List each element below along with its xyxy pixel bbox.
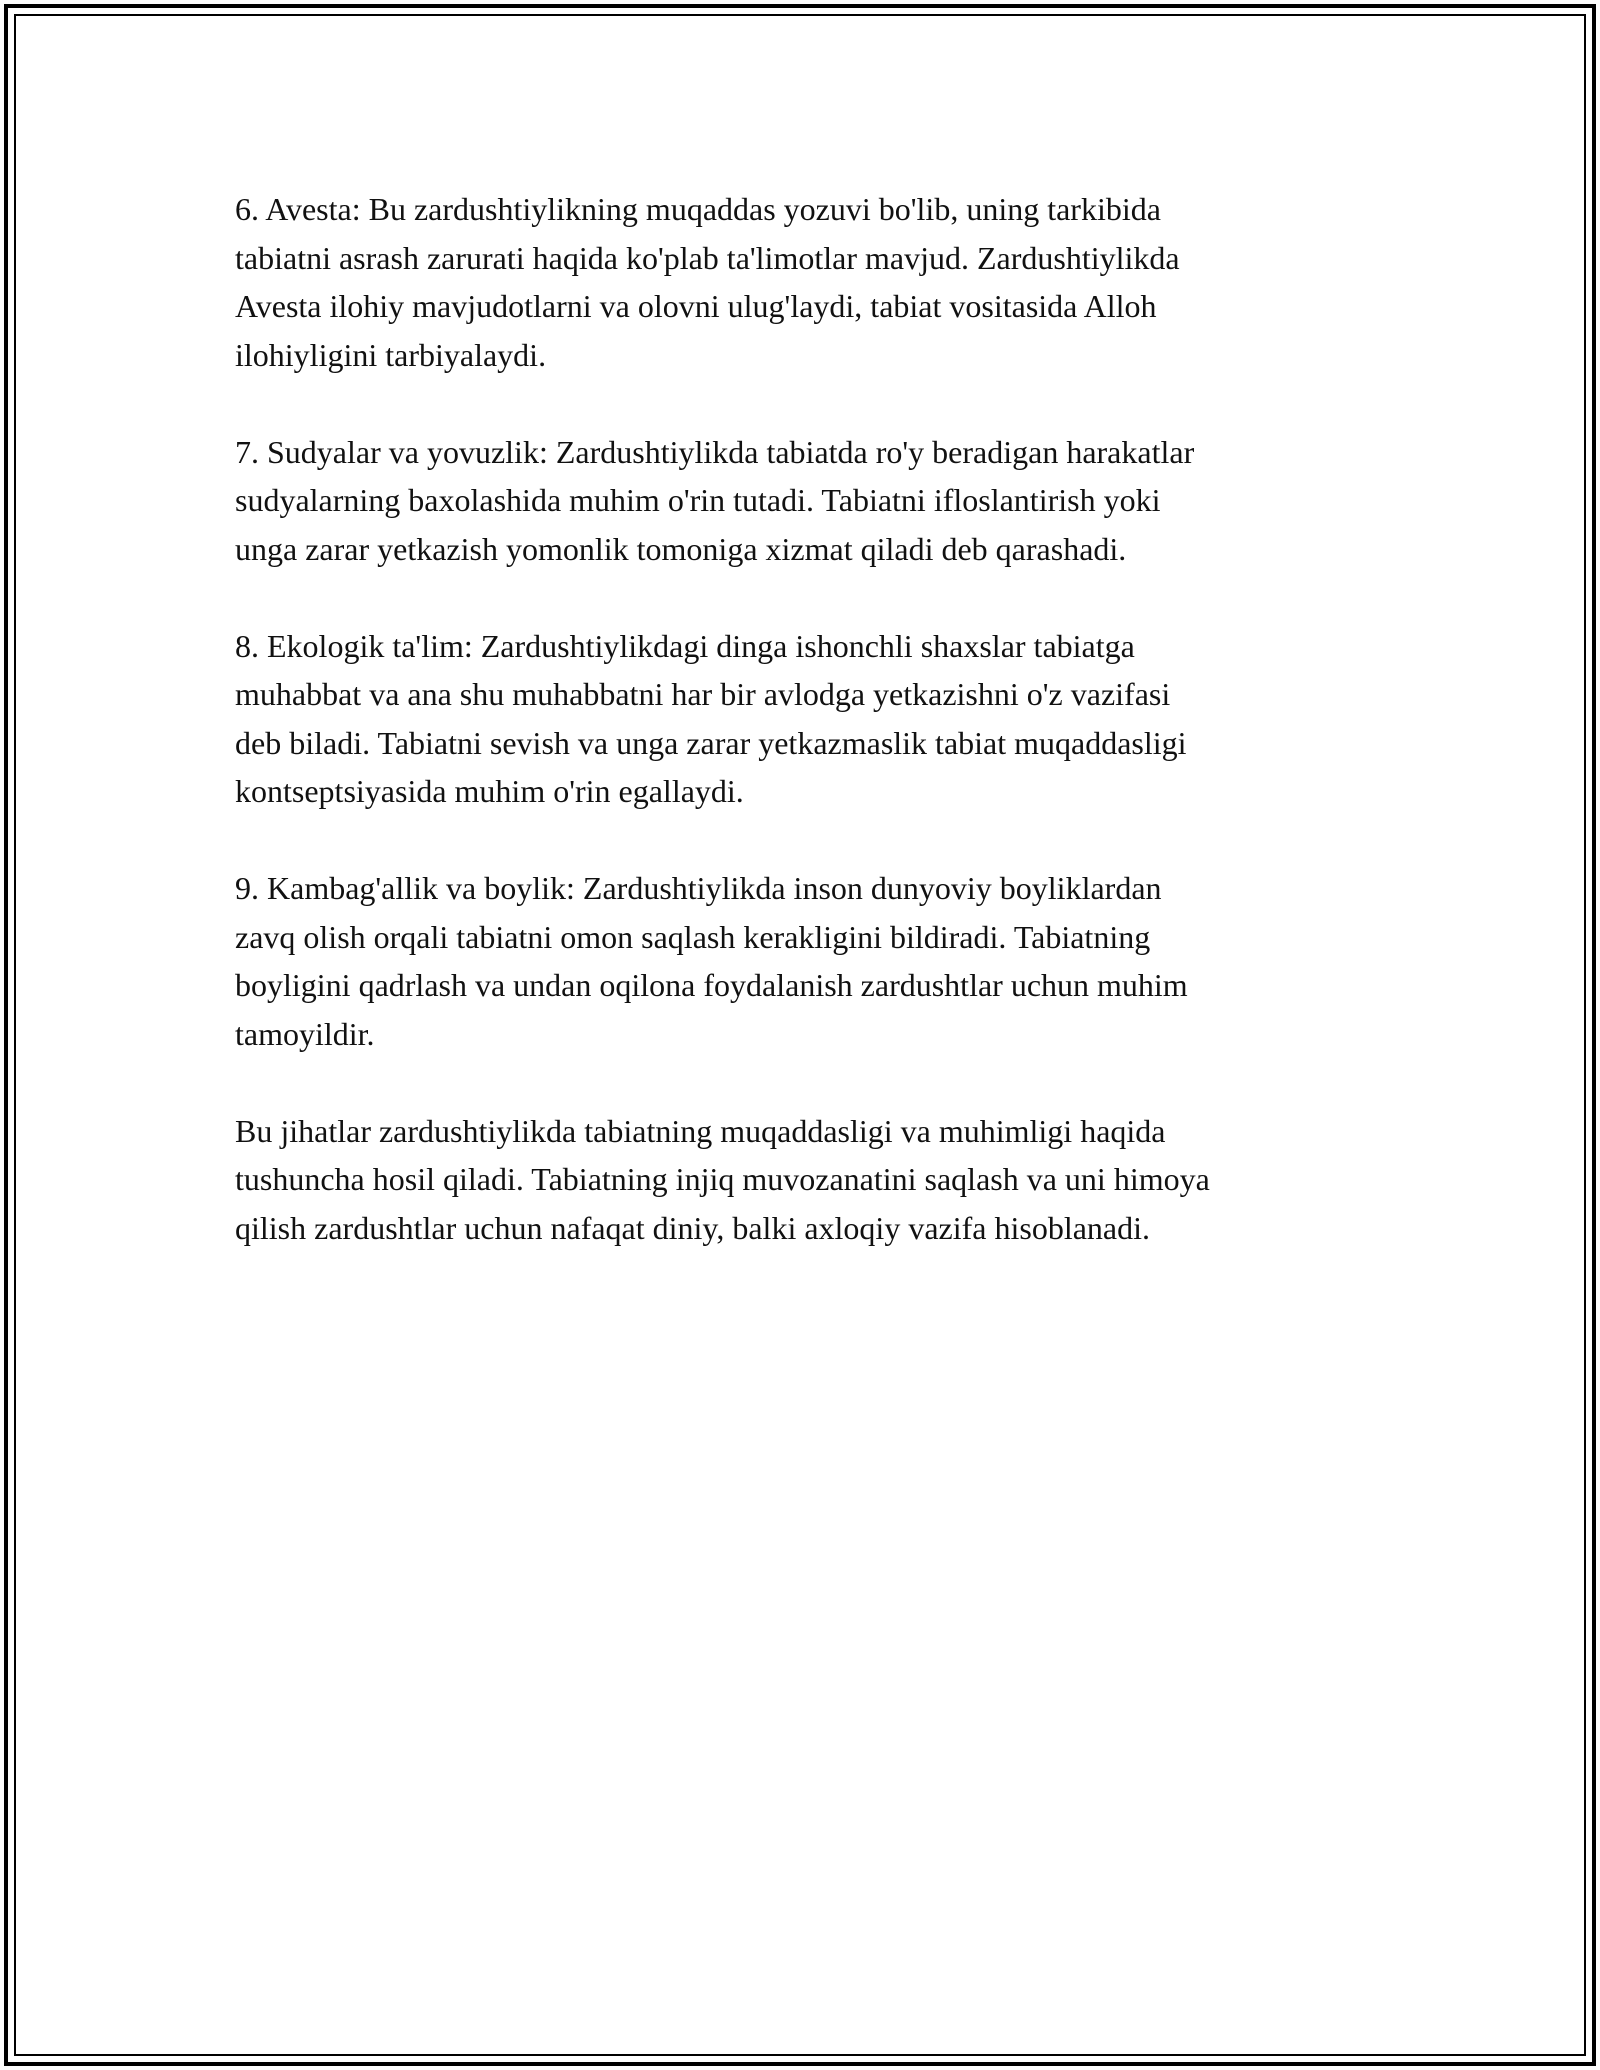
paragraph-sudyalar: 7. Sudyalar va yovuzlik: Zardushtiylikda tabiatda ro'y beradigan harakatlar sudyalarning baxolashida muhim o'rin tutadi. Tabiatni ifloslantirish yoki unga zarar yetkazish yomonlik tomoniga xizmat qiladi deb qarashadi.	[235, 433, 1195, 567]
paragraph-ekologik-talim: 8. Ekologik ta'lim: Zardushtiylikdagi dinga ishonchli shaxslar tabiatga muhabbat va ana shu muhabbatni har bir avlodga yetkazishni o'z vazifasi deb biladi. Tabiatni sevish va unga zarar yetkazmaslik tabiat muqaddasligi kontseptsiyasida muhim o'rin egallaydi.	[235, 627, 1187, 809]
paragraph-avesta: 6. Avesta: Bu zardushtiylikning muqaddas yozuvi bo'lib, uning tarkibida tabiatni asrash zarurati haqida ko'plab ta'limotlar mavjud. Zardushtiylikda Avesta ilohiy mavjudotlarni va olovni ulug'laydi, tabiat vositasida Alloh ilohiyligini tarbiyalaydi.	[235, 191, 1180, 373]
paragraph-conclusion: Bu jihatlar zardushtiylikda tabiatning muqaddasligi va muhimligi haqida tushuncha hosil qiladi. Tabiatning injiq muvozanatini saqlash va uni himoya qilish zardushtlar uchun nafaqat diniy, balki axloqiy vazifa hisoblanadi.	[235, 1112, 1210, 1246]
document-body	[235, 185, 1385, 1301]
paragraph-kambagallik: 9. Kambag'allik va boylik: Zardushtiylikda inson dunyoviy boyliklardan zavq olish orqali tabiatni omon saqlash kerakligini bildiradi. Tabiatning boyligini qadrlash va undan oqilona foydalanish zardushtlar uchun muhim tamoyildir.	[235, 870, 1188, 1052]
